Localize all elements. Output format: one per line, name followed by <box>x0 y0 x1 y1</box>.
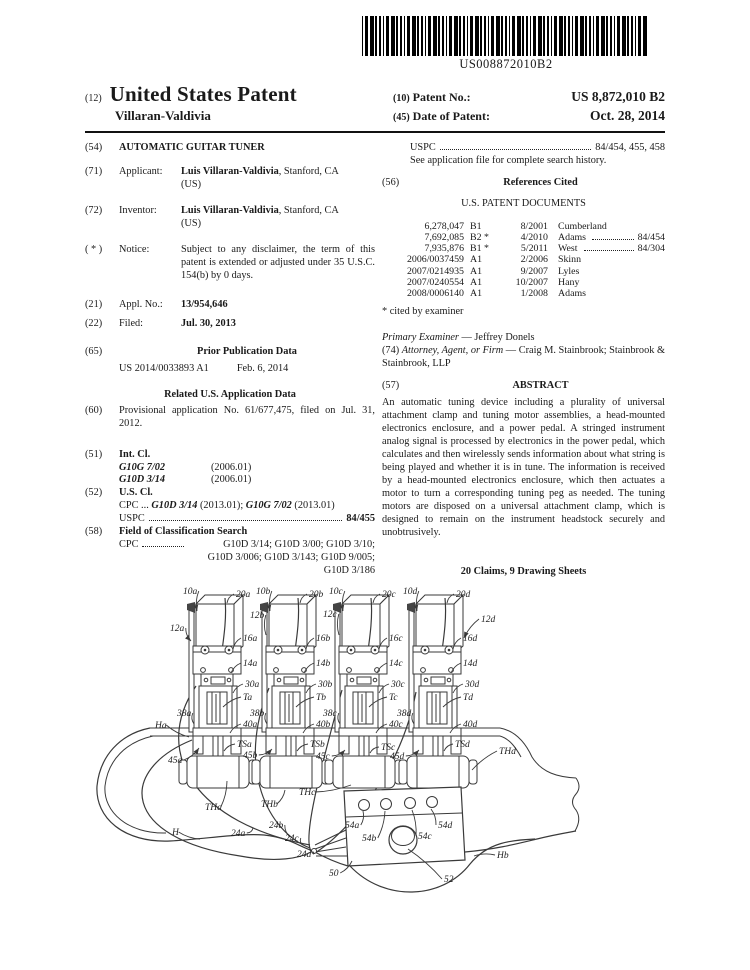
header <box>85 82 665 124</box>
reference-row: 2008/0006140 A1 1/2008 Adams <box>406 288 586 299</box>
figure-label-10b: 10b <box>256 587 271 597</box>
figure-label-50: 50 <box>329 869 339 879</box>
figure-label-Td: Td <box>463 693 474 703</box>
field-cpc-line2: G10D 3/006; G10D 3/143; G10D 9/005; <box>207 552 375 564</box>
barcode <box>362 16 650 56</box>
prior-pub-row <box>85 363 375 376</box>
int-cl-heading: Int. Cl. <box>119 448 151 460</box>
figure-label-20c: 20c <box>382 590 396 600</box>
figure-label-10c: 10c <box>329 587 343 597</box>
filed-value: Jul. 30, 2013 <box>181 317 236 329</box>
figure-label-40d: 40d <box>463 720 478 730</box>
inventor-name: Luis Villaran-Valdivia <box>181 204 279 216</box>
figure-label-16b: 16b <box>316 634 331 644</box>
figure-label-24c: 24c <box>285 834 299 844</box>
invention-title: AUTOMATIC GUITAR TUNER <box>119 142 265 153</box>
figure-label-12b: 12b <box>250 611 265 621</box>
figure-label-38c: 38c <box>323 709 337 719</box>
appl-no-value: 13/954,646 <box>181 298 228 310</box>
figure-label-38a: 38a <box>177 709 192 719</box>
figure-label-12d: 12d <box>481 615 496 625</box>
figure-label-10d: 10d <box>403 587 418 597</box>
figure-label-H: H <box>172 828 179 838</box>
figure-label-Hb: Hb <box>497 851 509 861</box>
figure-label-54c: 54c <box>418 832 432 842</box>
figure-label-14c: 14c <box>389 659 403 669</box>
invention-title-row: (54) AUTOMATIC GUITAR TUNER <box>85 142 265 153</box>
cited-by-examiner-note: * cited by examiner <box>382 306 464 318</box>
int-cl-entry: G10G 7/02 (2006.01) <box>119 461 252 473</box>
applicant-row: (71) Applicant: Luis Villaran-Valdivia, Stanford, CA (US) <box>85 165 339 190</box>
figure-label-10a: 10a <box>183 587 198 597</box>
figure-label-TSd: TSd <box>455 740 470 750</box>
figure-label-TSb: TSb <box>310 740 325 750</box>
int-cl-list <box>119 462 375 488</box>
refs-heading-row: (56) References Cited <box>382 177 665 190</box>
primary-examiner-line: Primary Examiner — Jeffrey Donels <box>382 332 535 344</box>
related-heading-row <box>85 389 375 402</box>
figure-label-20a: 20a <box>236 590 251 600</box>
abstract-heading: ABSTRACT <box>512 380 569 392</box>
patent-number: US 8,872,010 B2 <box>571 89 665 104</box>
prior-pub-heading: Prior Publication Data <box>197 345 297 357</box>
related-row: (60) Provisional application No. 61/677,475, filed on Jul. 31, 2012. <box>85 404 375 429</box>
figure-label-24a: 24a <box>231 829 246 839</box>
figure-label-38d: 38d <box>397 709 412 719</box>
related-heading: Related U.S. Application Data <box>164 388 296 400</box>
header-divider <box>85 131 665 133</box>
reference-row: 7,935,876 B1 * 5/2011 West 84/304 <box>424 243 665 255</box>
figure-label-14d: 14d <box>463 659 478 669</box>
figure-label-38b: 38b <box>250 709 265 719</box>
figure-label-TSa: TSa <box>237 740 252 750</box>
figure-label-40a: 40a <box>243 720 258 730</box>
references-cited-heading: References Cited <box>503 176 578 188</box>
figure-label-12a: 12a <box>170 624 185 634</box>
appl-no-row: (21) Appl. No.: 13/954,646 <box>85 298 228 310</box>
claims-note: 20 Claims, 9 Drawing Sheets <box>460 565 587 577</box>
field-cpc-line1: CPC G10D 3/14; G10D 3/00; G10D 3/10; <box>119 539 375 551</box>
figure-label-45d: 45d <box>390 752 405 762</box>
applicant-name: Luis Villaran-Valdivia <box>181 165 279 177</box>
barcode-text: US008872010B2 <box>459 57 553 71</box>
int-cl-row: (51) Int. Cl. G10G 7/02 (2006.01) G10D 3/14 (2006.01) <box>85 449 375 488</box>
figure-label-14a: 14a <box>243 659 258 669</box>
reference-row: 7,692,085 B2 * 4/2010 Adams 84/454 <box>424 232 665 244</box>
left-column <box>85 142 375 578</box>
right-column <box>382 142 665 579</box>
figure-label-30c: 30c <box>391 680 405 690</box>
date-of-patent-label: (45) Date of Patent: <box>393 109 490 123</box>
figure-label-40c: 40c <box>389 720 403 730</box>
figure-label-16d: 16d <box>463 634 478 644</box>
reference-row: 2007/0214935 A1 9/2007 Lyles <box>406 265 580 277</box>
abstract-heading-row: (57) ABSTRACT <box>382 380 665 393</box>
notice-text: Subject to any disclaimer, the term of this patent is extended or adjusted under 35 U.S.C. 154(b) by 0 days. <box>181 243 375 281</box>
us-cl-row: (52) U.S. Cl. CPC ... G10D 3/14 (2013.01); G10G 7/02 (2013.01) USPC 84/455 <box>85 487 375 525</box>
notice-row: ( * ) Notice: Subject to any disclaimer, the term of this patent is extended or adjusted under 35 U.S.C. 154(b) by 0 days. <box>85 243 375 281</box>
figure-label-24d: 24d <box>297 850 312 860</box>
figure-label-54b: 54b <box>362 834 377 844</box>
figure-label-TSc: TSc <box>381 743 396 753</box>
figure-label-45b: 45b <box>243 751 258 761</box>
figure-label-30a: 30a <box>245 680 260 690</box>
figure-label-THd: THd <box>499 747 516 757</box>
reference-row: 2007/0240554 A1 10/2007 Hany <box>406 276 580 288</box>
reference-row: 6,278,047 B1 8/2001 Cumberland <box>424 220 607 232</box>
figure-label-45a: 45a <box>168 756 183 766</box>
figure-label-Tc: Tc <box>389 693 398 703</box>
cpc-line: CPC ... G10D 3/14 (2013.01); G10G 7/02 (2013.01) <box>119 500 335 512</box>
figure-label-54d: 54d <box>438 821 453 831</box>
pub-number: US 2014/0033893 A1 <box>119 362 209 374</box>
abstract-text: An automatic tuning device including a plurality of universal attachment clamp and tuning motor assemblies, a head-mounted electronics enclosure, and a power pedal. A stringed instrument analog signal is processed by electronics in the power pedal, which calculates and then wirelessly sends information about what string is being played and whether it is in tune. The information is received by a head-mounted electronics enclosure, which then actuates a motor to turn a corresponding tuning peg as needed. The tuning motors are disposed on a universal attachment clamp, which is designed to remain on the instrument headstock securely and unobtrusively. <box>382 397 665 538</box>
figure-label-16a: 16a <box>243 634 258 644</box>
figure-label-14b: 14b <box>316 659 331 669</box>
attorney-line: (74) Attorney, Agent, or Firm — Craig M. Stainbrook; Stainbrook & Stainbrook, LLP <box>382 345 665 370</box>
reference-row: 2006/0037459 A1 2/2006 Skinn <box>406 254 582 266</box>
int-cl-entry: G10D 3/14 (2006.01) <box>119 474 252 486</box>
field-heading: Field of Classification Search <box>119 526 248 538</box>
field-cpc-line3: G10D 3/186 <box>323 565 375 577</box>
figure-label-Tb: Tb <box>316 693 327 703</box>
uspc-line-right: USPC 84/454, 455, 458 <box>410 142 665 153</box>
inventor-surname: Villaran-Valdivia <box>115 108 211 123</box>
figure-label-16c: 16c <box>389 634 403 644</box>
figure-label-12c: 12c <box>323 610 337 620</box>
uspc-line-left: USPC 84/455 <box>119 513 375 525</box>
search-note: See application file for complete search history. <box>410 154 607 166</box>
figure-label-45c: 45c <box>316 752 330 762</box>
field-search-row: (58) Field of Classification Search CPC G10D 3/14; G10D 3/00; G10D 3/10; G10D 3/006; G10D 3/143; G10D 9/005; G10D 3/186 <box>85 526 375 577</box>
figure-label-20d: 20d <box>456 590 471 600</box>
figure-label-52: 52 <box>444 875 454 885</box>
patent-no-label: (10) Patent No.: <box>393 90 471 104</box>
prior-pub-heading-row: (65) Prior Publication Data <box>85 346 375 359</box>
figure-label-THb: THb <box>261 800 278 810</box>
figure-label-40b: 40b <box>316 720 331 730</box>
figure-label-24b: 24b <box>269 821 284 831</box>
figure-label-54a: 54a <box>345 821 360 831</box>
patent-date: Oct. 28, 2014 <box>590 108 665 123</box>
uspc-value-right: 84/454, 455, 458 <box>595 142 665 153</box>
figure-label-30d: 30d <box>465 680 480 690</box>
figure-label-Ta: Ta <box>243 693 253 703</box>
patent-figure <box>0 575 750 970</box>
figure-label-THc: THc <box>299 788 316 798</box>
us-cl-heading: U.S. Cl. <box>119 487 153 499</box>
figure-label-THa: THa <box>205 803 222 813</box>
references-table <box>382 221 665 299</box>
uspc-value-left: 84/455 <box>346 513 375 525</box>
pub-date: Feb. 6, 2014 <box>236 362 289 374</box>
figure-label-Ha: Ha <box>155 721 167 731</box>
filed-row: (22) Filed: Jul. 30, 2013 <box>85 317 236 329</box>
united-states-patent-title: United States Patent <box>109 82 297 106</box>
figure-label-20b: 20b <box>309 590 324 600</box>
figure-label-30b: 30b <box>318 680 333 690</box>
related-text: Provisional application No. 61/677,475, filed on Jul. 31, 2012. <box>119 404 375 429</box>
us-patent-documents-heading: U.S. PATENT DOCUMENTS <box>461 197 586 209</box>
patent-kind-title <box>85 82 297 107</box>
inventor-row: (72) Inventor: Luis Villaran-Valdivia, Stanford, CA (US) <box>85 204 339 229</box>
kind-code: (12) <box>85 93 102 104</box>
